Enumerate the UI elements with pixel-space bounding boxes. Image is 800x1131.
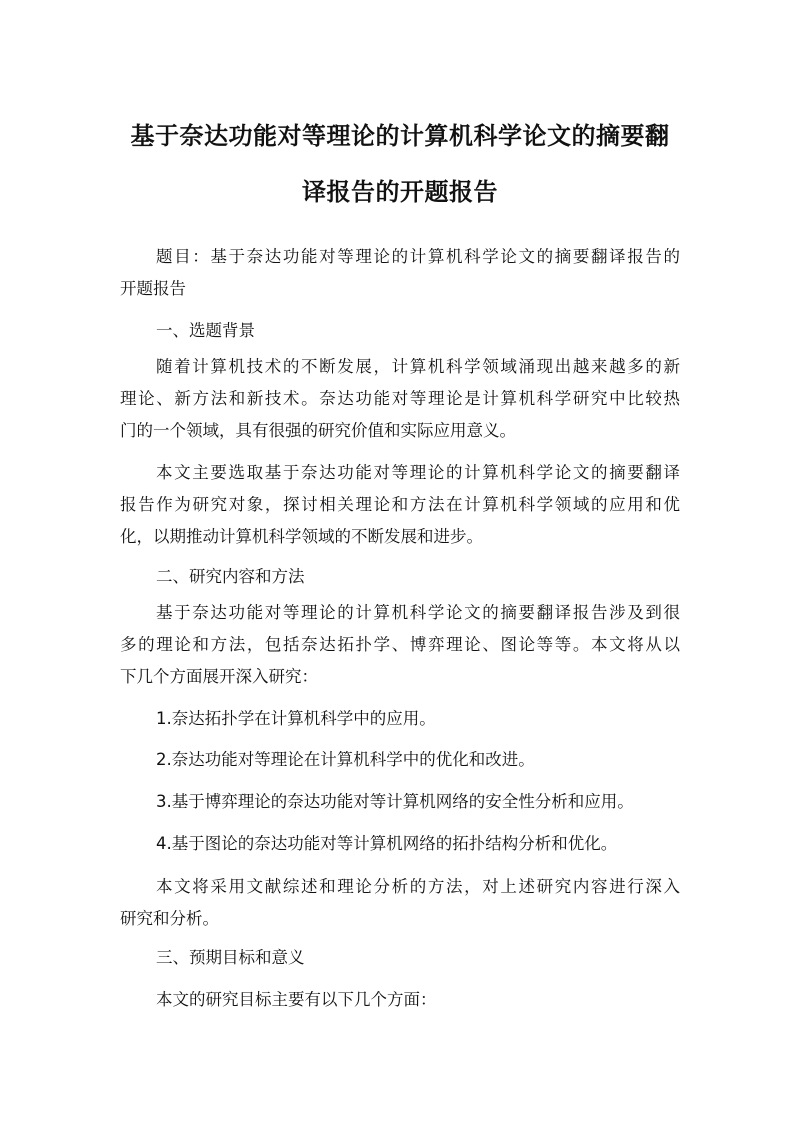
content-list-item: 4.基于图论的奈达功能对等计算机网络的拓扑结构分析和优化。 bbox=[156, 834, 618, 853]
background-p1-line-2: 理论、新方法和新技术。奈达功能对等理论是计算机科学研究中比较热 bbox=[120, 389, 680, 408]
topic-paragraph bbox=[120, 241, 680, 305]
section-heading-content: 二、研究内容和方法 bbox=[156, 567, 305, 586]
background-p1-line-1: 随着计算机技术的不断发展，计算机科学领域涌现出越来越多的新 bbox=[156, 357, 680, 376]
background-paragraph-2 bbox=[120, 457, 680, 553]
section-heading-background: 一、选题背景 bbox=[156, 321, 255, 340]
content-p2-line-1: 本文将采用文献综述和理论分析的方法，对上述研究内容进行深入 bbox=[156, 877, 680, 896]
content-p2-line-2: 研究和分析。 bbox=[120, 909, 219, 928]
content-list-item: 2.奈达功能对等理论在计算机科学中的优化和改进。 bbox=[156, 750, 535, 769]
content-paragraph-2 bbox=[120, 871, 680, 935]
topic-line-2: 开题报告 bbox=[120, 279, 186, 298]
background-p2-line-2: 报告作为研究对象，探讨相关理论和方法在计算机科学领域的应用和优 bbox=[120, 495, 680, 514]
document-title-line-2: 译报告的开题报告 bbox=[302, 178, 498, 206]
content-list-item: 3.基于博弈理论的奈达功能对等计算机网络的安全性分析和应用。 bbox=[156, 792, 634, 811]
content-p1-line-3: 下几个方面展开深入研究： bbox=[120, 667, 318, 686]
content-list-item: 1.奈达拓扑学在计算机科学中的应用。 bbox=[156, 709, 436, 728]
background-paragraph-1 bbox=[120, 351, 680, 447]
goals-paragraph-1: 本文的研究目标主要有以下几个方面： bbox=[156, 990, 437, 1009]
section-heading-goals: 三、预期目标和意义 bbox=[156, 948, 305, 967]
content-paragraph-1 bbox=[120, 597, 680, 693]
content-p1-line-2: 多的理论和方法，包括奈达拓扑学、博弈理论、图论等等。本文将从以 bbox=[120, 635, 680, 654]
background-p2-line-3: 化，以期推动计算机科学领域的不断发展和进步。 bbox=[120, 527, 483, 546]
background-p2-line-1: 本文主要选取基于奈达功能对等理论的计算机科学论文的摘要翻译 bbox=[156, 463, 680, 482]
background-p1-line-3: 门的一个领域，具有很强的研究价值和实际应用意义。 bbox=[120, 421, 516, 440]
content-p1-line-1: 基于奈达功能对等理论的计算机科学论文的摘要翻译报告涉及到很 bbox=[156, 603, 680, 622]
document-title-line-1: 基于奈达功能对等理论的计算机科学论文的摘要翻 bbox=[130, 122, 670, 150]
topic-line-1: 题目：基于奈达功能对等理论的计算机科学论文的摘要翻译报告的 bbox=[156, 247, 680, 266]
